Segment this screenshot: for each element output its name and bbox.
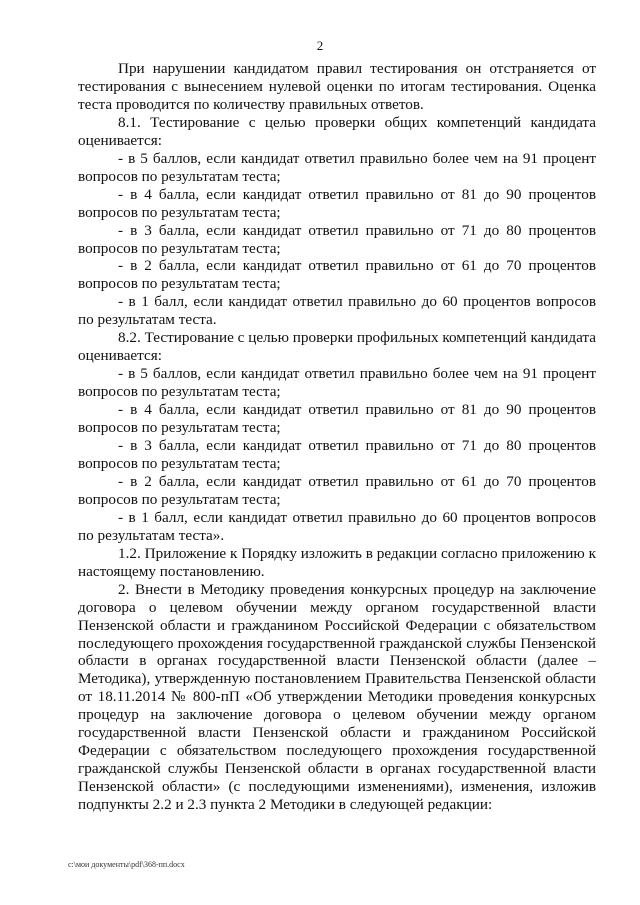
- paragraph-8-2-heading: 8.2. Тестирование с целью проверки профильных компетенций кандидата оценивается:: [78, 329, 596, 365]
- document-body: [78, 60, 596, 814]
- list-item-8-2-score-3: - в 3 балла, если кандидат ответил правильно от 71 до 80 процентов вопросов по результатам теста;: [78, 437, 596, 472]
- page-number: 2: [316, 38, 324, 53]
- list-item-8-1-score-3: - в 3 балла, если кандидат ответил правильно от 71 до 80 процентов вопросов по результатам теста;: [78, 221, 596, 257]
- paragraph-test-violation: При нарушении кандидатом правил тестирования он отстраняется от тестирования с вынесением нулевой оценки по итогам тестирования. Оценка теста проводится по количеству правильных ответов.: [78, 60, 596, 113]
- list-item-8-1-score-4: - в 4 балла, если кандидат ответил правильно от 81 до 90 процентов вопросов по результатам теста;: [78, 185, 596, 221]
- paragraph-2-methodology-amendment: 2. Внести в Методику проведения конкурсных процедур на заключение договора о целевом обучении между органом государственной власти Пензенской области и гражданином Российской Федерации с обязательством последующего прохождения государственной гражданской службы Пензенской области в органах государственной власти Пензенской области (далее – Методика), утвержденную постановлением Правительства Пензенской области от 18.11.2014 № 800-пП «Об утверждении Методики проведения конкурсных процедур на заключение договора о целевом обучении между органом государственной власти Пензенской области и гражданином Российской Федерации с обязательством последующего прохождения государственной гражданской службы Пензенской области в органах государственной власти Пензенской области» (с последующими изменениями), изменения, изложив подпункты 2.2 и 2.3 пункта 2 Методики в следующей редакции:: [78, 580, 596, 814]
- list-item-8-1-score-5: - в 5 баллов, если кандидат ответил правильно более чем на 91 процент вопросов по результатам теста;: [78, 149, 596, 185]
- list-item-8-1-score-1: - в 1 балл, если кандидат ответил правильно до 60 процентов вопросов по результатам теста.: [78, 293, 596, 329]
- list-item-8-1-score-2: - в 2 балла, если кандидат ответил правильно от 61 до 70 процентов вопросов по результатам теста;: [78, 257, 596, 293]
- paragraph-1-2-appendix: 1.2. Приложение к Порядку изложить в редакции согласно приложению к настоящему постановлению.: [78, 544, 596, 580]
- list-item-8-2-score-2: - в 2 балла, если кандидат ответил правильно от 61 до 70 процентов вопросов по результатам теста;: [78, 472, 596, 508]
- list-item-8-2-score-1: - в 1 балл, если кандидат ответил правильно до 60 процентов вопросов по результатам теста».: [78, 508, 596, 544]
- list-item-8-2-score-4: - в 4 балла, если кандидат ответил правильно от 81 до 90 процентов вопросов по результатам теста;: [78, 401, 596, 437]
- footer-file-path: c:\мои документы\pdf\368-пп.docx: [68, 860, 185, 869]
- paragraph-8-1-heading: 8.1. Тестирование с целью проверки общих компетенций кандидата оценивается:: [78, 113, 596, 149]
- list-item-8-2-score-5: - в 5 баллов, если кандидат ответил правильно более чем на 91 процент вопросов по результатам теста;: [78, 365, 596, 401]
